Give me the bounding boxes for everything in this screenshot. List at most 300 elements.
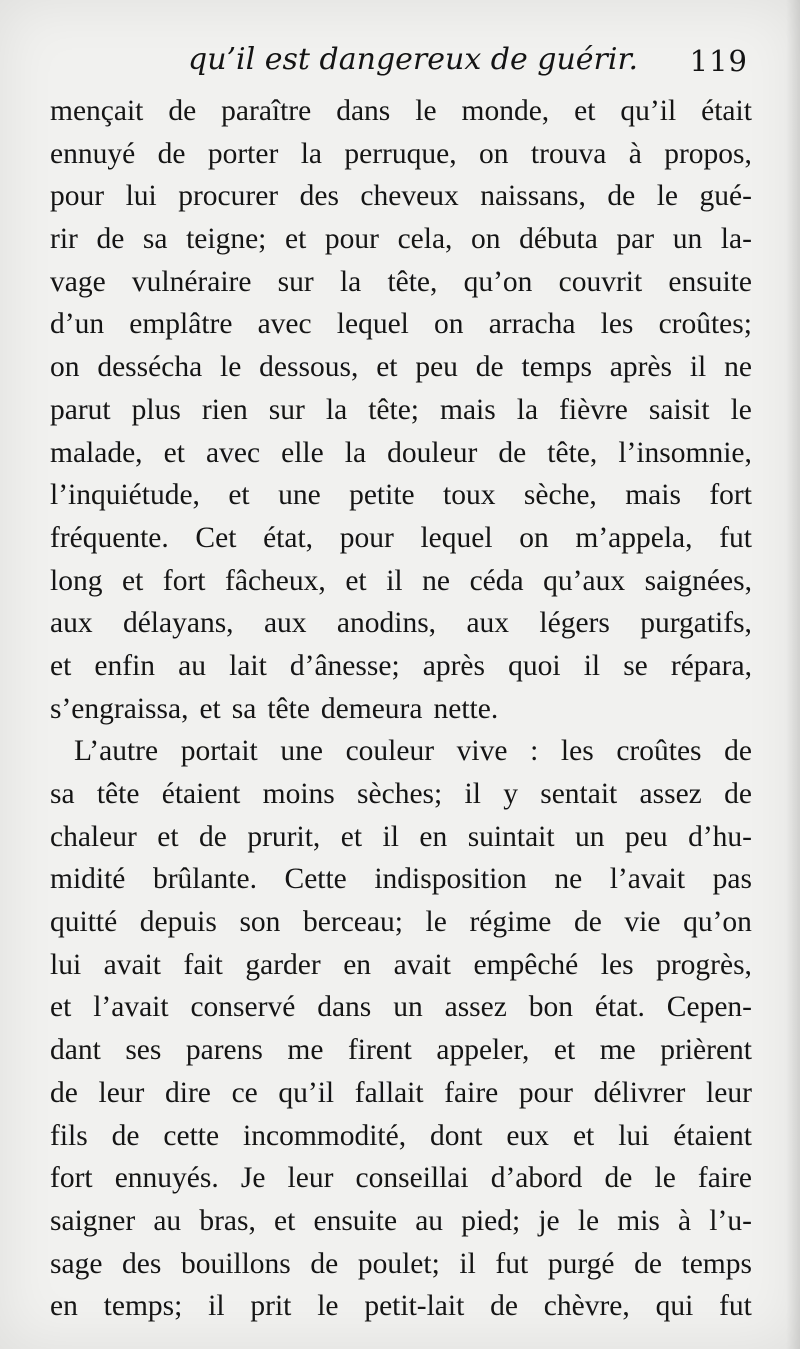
word: régime bbox=[469, 906, 552, 939]
word: il bbox=[464, 778, 481, 810]
word: et bbox=[572, 1119, 595, 1152]
word: je bbox=[538, 1204, 560, 1237]
text-line bbox=[50, 1115, 752, 1158]
word: rir bbox=[50, 223, 78, 256]
text-line bbox=[50, 133, 752, 176]
word: ses bbox=[125, 1034, 162, 1067]
word: conservé bbox=[190, 991, 296, 1024]
word: leur bbox=[287, 1162, 334, 1195]
word: monde, bbox=[461, 95, 550, 127]
word: les bbox=[600, 308, 634, 341]
word: un bbox=[575, 820, 605, 853]
word: vage bbox=[50, 265, 106, 298]
word: une bbox=[278, 479, 321, 512]
text-line bbox=[50, 346, 752, 389]
word: brûlante. bbox=[152, 863, 257, 896]
paragraph-end-line bbox=[50, 688, 752, 731]
word: et bbox=[376, 351, 398, 384]
text-line bbox=[50, 474, 752, 517]
word: tête bbox=[267, 692, 310, 725]
word: au bbox=[178, 649, 206, 682]
page-header bbox=[50, 38, 752, 88]
word: de bbox=[607, 180, 636, 213]
word: dant bbox=[50, 1034, 101, 1067]
word: Cepen- bbox=[666, 991, 752, 1024]
text-line bbox=[50, 1285, 752, 1328]
word: dans bbox=[336, 95, 391, 127]
word: les bbox=[600, 948, 634, 981]
word: le bbox=[656, 180, 678, 213]
word: dans bbox=[317, 991, 372, 1024]
word: teigne; bbox=[186, 223, 267, 256]
word: mis bbox=[617, 1204, 660, 1237]
word: il bbox=[459, 1247, 476, 1280]
word: sa bbox=[142, 223, 168, 256]
word: on bbox=[434, 308, 464, 341]
word: Cette bbox=[284, 863, 347, 896]
word: sentait bbox=[540, 778, 618, 810]
word: indisposition bbox=[374, 863, 527, 896]
word: m’appela, bbox=[575, 521, 693, 554]
word: ne bbox=[724, 351, 752, 384]
word: délivrer bbox=[593, 1076, 686, 1109]
running-title: qu’il est dangereux de guérir. bbox=[188, 42, 639, 77]
word: de bbox=[724, 735, 752, 768]
word: tête, bbox=[547, 436, 598, 469]
text-line bbox=[50, 432, 752, 475]
word: aux bbox=[263, 607, 307, 640]
word: le bbox=[654, 1162, 676, 1195]
word: croûtes bbox=[616, 735, 702, 768]
word: l’avait bbox=[93, 991, 169, 1024]
word: ennuyés. bbox=[114, 1162, 219, 1195]
word: ce bbox=[231, 1076, 258, 1109]
word: et bbox=[340, 820, 363, 853]
word: fort bbox=[50, 1162, 93, 1195]
word: d’un bbox=[50, 308, 105, 341]
text-line bbox=[50, 389, 752, 432]
word: avait bbox=[393, 948, 451, 981]
word: saignées, bbox=[644, 564, 752, 597]
word: de bbox=[199, 820, 227, 853]
word: cela, bbox=[397, 223, 453, 256]
text-line bbox=[50, 560, 752, 603]
word: portait bbox=[180, 735, 258, 768]
word: ensuite bbox=[668, 265, 752, 298]
word: temps; bbox=[103, 1290, 183, 1323]
word: sèche, bbox=[523, 479, 597, 512]
word: au bbox=[415, 1204, 444, 1237]
word: de bbox=[573, 906, 602, 939]
word: de bbox=[604, 1162, 633, 1195]
word: fut bbox=[719, 1290, 752, 1323]
word: naissans, bbox=[480, 180, 586, 213]
word: de bbox=[724, 778, 752, 810]
word: fut bbox=[495, 1247, 529, 1280]
word: prurit, bbox=[247, 820, 321, 853]
word: on bbox=[519, 521, 549, 554]
word: délayans, bbox=[122, 607, 234, 640]
word: rien bbox=[201, 393, 248, 426]
word: les bbox=[560, 735, 594, 768]
word: vive bbox=[456, 735, 508, 768]
word: ne bbox=[422, 564, 450, 597]
word: dessous, bbox=[259, 351, 359, 384]
word: fut bbox=[719, 521, 752, 554]
word: empêché bbox=[473, 948, 579, 981]
word: quoi bbox=[508, 649, 561, 682]
word: en bbox=[343, 948, 372, 981]
word: ne bbox=[554, 863, 583, 896]
word: prièrent bbox=[660, 1034, 752, 1067]
word: de bbox=[475, 351, 504, 384]
word: lui bbox=[125, 180, 157, 213]
word: leur bbox=[98, 1076, 145, 1109]
word: suintait bbox=[467, 820, 555, 853]
word: pour bbox=[50, 180, 105, 213]
word: il bbox=[583, 649, 601, 682]
text-line bbox=[50, 1029, 752, 1072]
word: me bbox=[287, 1034, 324, 1067]
word: à bbox=[678, 1204, 692, 1237]
word: anodins, bbox=[336, 607, 437, 640]
word: lait bbox=[229, 649, 267, 682]
word: dessécha bbox=[97, 351, 203, 384]
word: appeler, bbox=[436, 1034, 530, 1067]
word: il bbox=[386, 564, 403, 597]
word: et bbox=[228, 479, 250, 512]
word: le bbox=[577, 1204, 600, 1237]
word: de bbox=[157, 137, 186, 170]
word: pour bbox=[339, 521, 394, 554]
text-line bbox=[50, 517, 752, 560]
word: l’u- bbox=[709, 1204, 752, 1237]
word: étaient bbox=[161, 778, 241, 810]
word: d’ânesse; bbox=[289, 649, 400, 682]
word: il bbox=[689, 351, 707, 384]
word: et bbox=[553, 1034, 576, 1067]
word: en bbox=[419, 820, 448, 853]
word: me bbox=[599, 1034, 636, 1067]
text-line bbox=[50, 1157, 752, 1200]
word: incommodité, bbox=[243, 1119, 407, 1152]
text-line bbox=[50, 816, 752, 859]
word: avec bbox=[206, 436, 261, 469]
word: tête; bbox=[368, 393, 419, 426]
word: en bbox=[50, 1290, 78, 1323]
word: fièvre bbox=[559, 393, 628, 426]
word: fort bbox=[709, 479, 752, 512]
word: le bbox=[220, 351, 242, 384]
word: assez bbox=[444, 991, 507, 1024]
word: malade, bbox=[50, 436, 143, 469]
word: leur bbox=[706, 1076, 752, 1109]
text-line bbox=[50, 303, 752, 346]
word: depuis bbox=[139, 906, 217, 939]
word: cheveux bbox=[360, 180, 459, 213]
word: il bbox=[208, 1290, 225, 1323]
text-line bbox=[50, 986, 752, 1029]
word: fâcheux, bbox=[225, 564, 326, 597]
word: peu bbox=[415, 351, 458, 384]
word: arracha bbox=[488, 308, 576, 341]
body-text bbox=[50, 90, 752, 1328]
word: berceau; bbox=[303, 906, 403, 939]
word: et bbox=[50, 649, 72, 682]
word: pour bbox=[324, 223, 379, 256]
text-line bbox=[50, 1200, 752, 1243]
word: petite bbox=[349, 479, 415, 512]
word: on bbox=[479, 137, 509, 170]
word: de bbox=[498, 436, 527, 469]
word: aux bbox=[466, 607, 510, 640]
word: sèches; bbox=[357, 778, 443, 810]
text-line bbox=[50, 90, 752, 133]
word: temps bbox=[681, 1247, 752, 1280]
word: petit-lait bbox=[364, 1290, 465, 1323]
word: qu’on bbox=[463, 265, 533, 298]
word: bras, bbox=[199, 1204, 256, 1237]
word: propos, bbox=[664, 137, 752, 170]
word: couleur bbox=[345, 735, 435, 768]
word: de bbox=[50, 1076, 78, 1109]
word: chaleur bbox=[50, 820, 137, 853]
word: état. bbox=[594, 991, 645, 1024]
word: d’hu- bbox=[688, 820, 752, 853]
word: assez bbox=[639, 778, 702, 810]
word: garder bbox=[245, 948, 321, 981]
word: sa bbox=[50, 778, 75, 810]
word: la bbox=[325, 393, 348, 426]
word: lequel bbox=[420, 521, 493, 554]
word: perruque, bbox=[344, 137, 457, 170]
word: firent bbox=[347, 1034, 412, 1067]
word: pas bbox=[712, 863, 752, 896]
word: après bbox=[609, 351, 673, 384]
word: qui bbox=[655, 1290, 694, 1323]
word: eux bbox=[506, 1119, 550, 1152]
word: couvrit bbox=[558, 265, 643, 298]
word: dire bbox=[165, 1076, 211, 1109]
word: paraître bbox=[221, 95, 312, 127]
word: l’avait bbox=[609, 863, 686, 896]
word: elle bbox=[281, 436, 324, 469]
word: quitté bbox=[50, 906, 118, 939]
word: état, bbox=[263, 521, 314, 554]
word: de bbox=[490, 1290, 518, 1323]
word: fait bbox=[183, 948, 223, 981]
word: toux bbox=[443, 479, 496, 512]
word: sage bbox=[50, 1247, 103, 1280]
word: saigner bbox=[50, 1204, 136, 1237]
word: était bbox=[701, 95, 752, 127]
word: céda bbox=[469, 564, 524, 597]
word: une bbox=[280, 735, 323, 768]
word: la bbox=[339, 265, 362, 298]
word: de bbox=[310, 1247, 339, 1280]
word: sur bbox=[277, 265, 314, 298]
word: et bbox=[163, 436, 185, 469]
word: de bbox=[168, 95, 197, 127]
word: purgatifs, bbox=[640, 607, 752, 640]
word: fallait bbox=[354, 1076, 424, 1109]
word: au bbox=[153, 1204, 182, 1237]
word: moins bbox=[262, 778, 335, 810]
word: le bbox=[730, 393, 752, 426]
word: par bbox=[616, 223, 655, 256]
word: pied; bbox=[461, 1204, 521, 1237]
text-line bbox=[50, 1072, 752, 1115]
word: étaient bbox=[673, 1119, 752, 1152]
word: purgé bbox=[547, 1247, 615, 1280]
word: sa bbox=[231, 692, 257, 725]
word: fils bbox=[50, 1119, 88, 1152]
word: gué- bbox=[699, 180, 752, 213]
word: la bbox=[516, 393, 539, 426]
word: emplâtre bbox=[129, 308, 233, 341]
word: prit bbox=[250, 1290, 292, 1323]
word: tête bbox=[96, 778, 140, 810]
word: et bbox=[50, 991, 72, 1024]
word: il bbox=[382, 820, 399, 853]
word: dont bbox=[430, 1119, 483, 1152]
word: la- bbox=[720, 223, 752, 256]
word: tête, bbox=[387, 265, 438, 298]
page-edge-shadow bbox=[786, 0, 800, 1349]
word: qu’il bbox=[620, 95, 677, 127]
word: d’abord bbox=[490, 1162, 583, 1195]
word: temps bbox=[521, 351, 592, 384]
word: chèvre, bbox=[543, 1290, 630, 1323]
word: de bbox=[111, 1119, 140, 1152]
word: procurer bbox=[178, 180, 279, 213]
word: midité bbox=[50, 863, 126, 896]
word: porter bbox=[207, 137, 279, 170]
word: mençait bbox=[50, 95, 144, 127]
word: cette bbox=[163, 1119, 220, 1152]
text-line bbox=[50, 944, 752, 987]
word: de bbox=[634, 1247, 662, 1280]
word: lui bbox=[50, 948, 82, 981]
text-line bbox=[50, 858, 752, 901]
word: le bbox=[317, 1290, 339, 1323]
word: le bbox=[425, 906, 447, 939]
word: à bbox=[628, 137, 642, 170]
word: ennuyé bbox=[50, 137, 136, 170]
word: conseillai bbox=[355, 1162, 469, 1195]
word: avec bbox=[257, 308, 312, 341]
word: lui bbox=[618, 1119, 650, 1152]
word: et bbox=[284, 223, 307, 256]
word: et bbox=[574, 95, 596, 127]
word: mais bbox=[440, 393, 496, 426]
word: parut bbox=[50, 393, 111, 426]
word: vulnéraire bbox=[131, 265, 252, 298]
word: sur bbox=[268, 393, 305, 426]
word: un bbox=[672, 223, 703, 256]
word: débuta bbox=[519, 223, 598, 256]
word: demeura bbox=[320, 692, 423, 725]
word: trouva bbox=[530, 137, 607, 170]
word: la bbox=[300, 137, 322, 170]
word: la bbox=[344, 436, 367, 469]
word: de bbox=[96, 223, 125, 256]
word: un bbox=[393, 991, 423, 1024]
page-number: 119 bbox=[689, 44, 748, 78]
word: enfin bbox=[94, 649, 156, 682]
word: saisit bbox=[648, 393, 710, 426]
word: nette. bbox=[433, 692, 499, 725]
word: fréquente. bbox=[50, 521, 169, 554]
word: plus bbox=[131, 393, 181, 426]
word: long bbox=[50, 564, 103, 597]
word: on bbox=[50, 351, 80, 384]
word: qu’il bbox=[278, 1076, 335, 1109]
word: bouillons bbox=[180, 1247, 291, 1280]
word: et bbox=[274, 1204, 296, 1237]
word: bon bbox=[528, 991, 574, 1024]
word: et bbox=[157, 820, 179, 853]
word: qu’aux bbox=[543, 564, 626, 597]
word: se bbox=[623, 649, 648, 682]
word: douleur bbox=[387, 436, 478, 469]
word: faire bbox=[697, 1162, 752, 1195]
word: peu bbox=[625, 820, 668, 853]
text-line bbox=[50, 218, 752, 261]
word: son bbox=[239, 906, 281, 939]
word: mais bbox=[625, 479, 681, 512]
text-line bbox=[50, 261, 752, 304]
word: Je bbox=[240, 1162, 266, 1195]
word: et bbox=[199, 692, 221, 725]
word: croûtes; bbox=[658, 308, 752, 341]
paragraph-start-line bbox=[50, 730, 752, 773]
word: lequel bbox=[336, 308, 409, 341]
word: l’inquiétude, bbox=[50, 479, 200, 512]
word: répara, bbox=[670, 649, 752, 682]
word: après bbox=[422, 649, 486, 682]
word: parens bbox=[185, 1034, 263, 1067]
text-line bbox=[50, 901, 752, 944]
word: et bbox=[122, 564, 144, 597]
word: s’engraissa, bbox=[50, 692, 189, 725]
word: progrès, bbox=[656, 948, 752, 981]
word: pour bbox=[518, 1076, 573, 1109]
text-line bbox=[50, 1243, 752, 1286]
word: des bbox=[299, 180, 339, 213]
word: avait bbox=[103, 948, 162, 981]
word: on bbox=[471, 223, 501, 256]
word: l’insomnie, bbox=[618, 436, 752, 469]
word: qu’on bbox=[683, 906, 752, 939]
word: aux bbox=[50, 607, 93, 640]
word: des bbox=[122, 1247, 162, 1280]
word: légers bbox=[539, 607, 610, 640]
word: y bbox=[503, 778, 518, 810]
word: : bbox=[530, 735, 539, 768]
word: faire bbox=[444, 1076, 499, 1109]
word: vie bbox=[624, 906, 661, 939]
word: poulet; bbox=[357, 1247, 440, 1280]
text-line bbox=[50, 602, 752, 645]
word: Cet bbox=[195, 521, 237, 554]
text-line bbox=[50, 773, 752, 816]
text-line bbox=[50, 175, 752, 218]
word: le bbox=[415, 95, 437, 127]
word: L’autre bbox=[74, 735, 159, 768]
word: fort bbox=[162, 564, 206, 597]
text-line bbox=[50, 645, 752, 688]
